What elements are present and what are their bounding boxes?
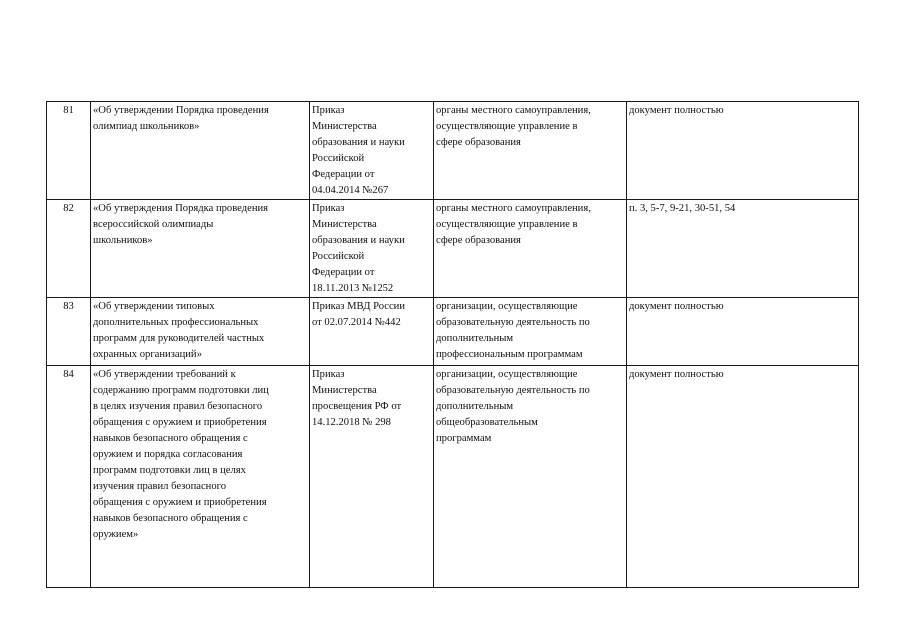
act-subjects: органы местного самоуправления, осуществляющие управление в сфере образования bbox=[434, 102, 627, 200]
act-title: «Об утверждения Порядка проведения всероссийской олимпиады школьников» bbox=[91, 200, 310, 298]
regulations-table bbox=[46, 101, 859, 588]
act-title: «Об утверждении Порядка проведения олимпиад школьников» bbox=[91, 102, 310, 200]
act-scope: документ полностью bbox=[627, 102, 859, 200]
act-title: «Об утверждении типовых дополнительных профессиональных программ для руководителей частных охранных организаций» bbox=[91, 298, 310, 366]
act-subjects: органы местного самоуправления, осуществляющие управление в сфере образования bbox=[434, 200, 627, 298]
table-row bbox=[47, 200, 859, 298]
row-number: 84 bbox=[47, 366, 91, 588]
act-document: Приказ МВД России от 02.07.2014 №442 bbox=[310, 298, 434, 366]
row-number: 81 bbox=[47, 102, 91, 200]
act-subjects: организации, осуществляющие образовательную деятельность по дополнительным общеобразовательным программам bbox=[434, 366, 627, 588]
table-row bbox=[47, 298, 859, 366]
table-row bbox=[47, 102, 859, 200]
act-title: «Об утверждении требований к содержанию программ подготовки лиц в целях изучения правил безопасного обращения с оружием и приобретения навыков безопасного обращения с оружием и порядка согласования программ подготовки лиц в целях изучения правил безопасного обращения с оружием и приобретения навыков безопасного обращения с оружием» bbox=[91, 366, 310, 588]
act-scope: п. 3, 5-7, 9-21, 30-51, 54 bbox=[627, 200, 859, 298]
act-subjects: организации, осуществляющие образовательную деятельность по дополнительным профессиональным программам bbox=[434, 298, 627, 366]
act-document: Приказ Министерства образования и науки Российской Федерации от 04.04.2014 №267 bbox=[310, 102, 434, 200]
act-document: Приказ Министерства просвещения РФ от 14.12.2018 № 298 bbox=[310, 366, 434, 588]
act-scope: документ полностью bbox=[627, 298, 859, 366]
row-number: 82 bbox=[47, 200, 91, 298]
act-document: Приказ Министерства образования и науки Российской Федерации от 18.11.2013 №1252 bbox=[310, 200, 434, 298]
row-number: 83 bbox=[47, 298, 91, 366]
table-row bbox=[47, 366, 859, 588]
act-scope: документ полностью bbox=[627, 366, 859, 588]
